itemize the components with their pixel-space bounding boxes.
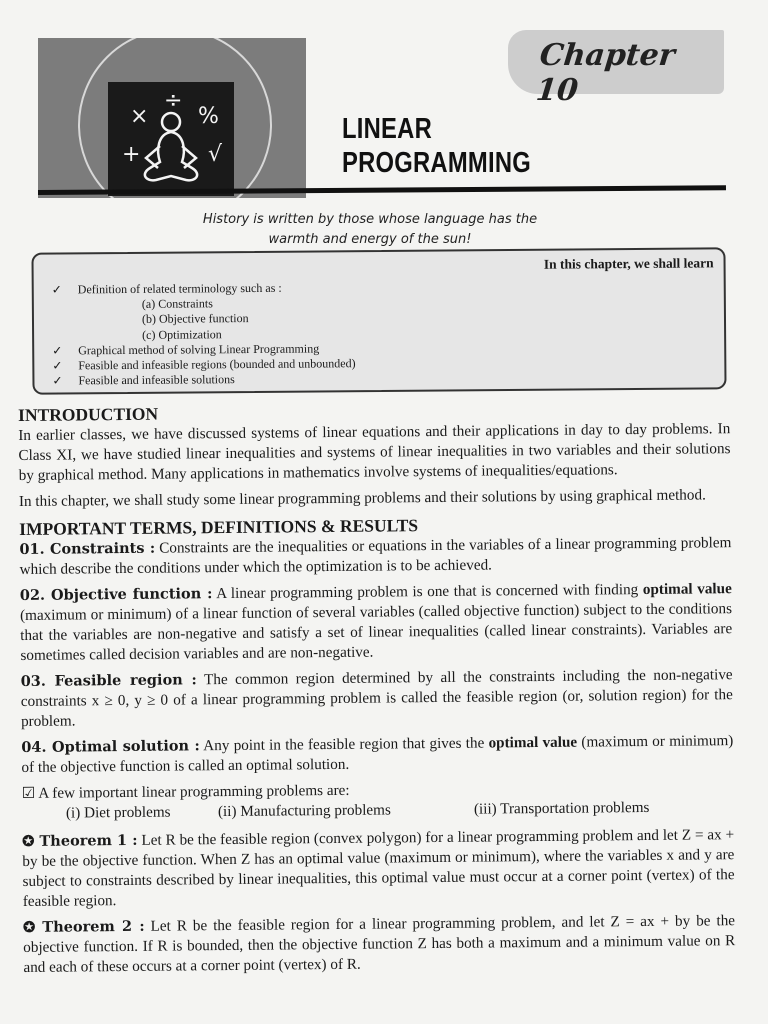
learning-item: ✓ Definition of related terminology such as : [51, 280, 282, 297]
learning-item: ✓ Feasible and infeasible solutions [52, 372, 235, 388]
chapter-title [342, 112, 531, 180]
percent-symbol: % [198, 104, 219, 129]
divide-symbol: ÷ [164, 88, 183, 113]
title-line-2: PROGRAMMING [342, 147, 531, 179]
definition-optimal-solution: 04. Optimal solution : Any point in the feasible region that gives the optimal value (maximum or minimum) of the objective function is called an optimal solution. [21, 732, 734, 776]
chapter-tab [508, 30, 724, 108]
title-line-1: LINEAR [342, 113, 432, 145]
learning-item: ✓ Graphical method of solving Linear Programming [52, 341, 320, 358]
learning-subitem: (c) Optimization [142, 326, 222, 342]
learning-subitem: (a) Constraints [141, 296, 213, 312]
problem-type: (i) Diet problems [65, 803, 171, 822]
problems-intro: ☑ A few important linear programming problems are: [21, 781, 350, 802]
learning-item: ✓ Feasible and infeasible regions (bounded and unbounded) [52, 356, 356, 373]
check-icon: ✓ [52, 343, 63, 358]
root-symbol: √ [208, 142, 223, 167]
check-icon: ✓ [52, 358, 63, 373]
learning-box-heading: In this chapter, we shall learn [543, 255, 714, 272]
learning-subitem: (b) Objective function [141, 311, 249, 327]
introduction-para-1: In earlier classes, we have discussed systems of linear equations and their applications in day to day problems. In Class XI, we have studied linear inequalities and systems of linear inequalities in two variables and their solutions by graphical method. Many applications in mathematics involve systems of inequalities/equations. [18, 420, 731, 484]
quote-line-1: History is written by those whose language has the [202, 212, 538, 227]
check-icon: ✓ [52, 373, 63, 388]
learning-list [48, 280, 356, 389]
terms-heading: IMPORTANT TERMS, DEFINITIONS & RESULTS [19, 515, 419, 539]
theorem-1: ✪ Theorem 1 : Let R be the feasible region (convex polygon) for a linear programming problem and let Z = ax + by be the objective function. When Z has an optimal value (maximum or minimum), where the variables x and y are subject to constraints described by linear inequalities, this optimal value must occur at a corner point (vertex) of the feasible region. [22, 826, 735, 910]
multiply-symbol: × [130, 104, 149, 129]
chapter-quote [150, 210, 590, 250]
introduction-heading: INTRODUCTION [18, 403, 159, 425]
chapter-body [18, 397, 736, 984]
definition-constraints: 01. Constraints : Constraints are the inequalities or equations in the variables of a linear programming problem which describe the conditions under which the optimization is to be achieved. [19, 534, 732, 578]
introduction-para-2: In this chapter, we shall study some linear programming problems and their solutions by using graphical method. [18, 486, 706, 510]
chapter-label: Chapter 10 [534, 38, 677, 108]
chapter-header-image [38, 38, 306, 198]
plus-symbol: + [122, 142, 141, 167]
quote-line-2: warmth and energy of the sun! [268, 232, 472, 247]
definition-objective-function: 02. Objective function : A linear programming problem is one that is concerned with finding optimal value (maximum or minimum) of a linear function of several variables (called objective function) subject to the conditions that the variables are non-negative and satisfy a set of linear inequalities (called linear constraints). Variables are sometimes called decision variables and are non-negative. [19, 580, 733, 664]
meditating-figure-icon [136, 110, 206, 194]
definition-feasible-region: 03. Feasible region : The common region determined by all the constraints including the non-negative constraints x ≥ 0, y ≥ 0 of a linear programming problem is called the feasible region (or, solution region) for the problem. [20, 666, 733, 730]
problem-type: (iii) Transportation problems [473, 798, 650, 818]
check-icon: ✓ [51, 282, 62, 297]
theorem-2: ✪ Theorem 2 : Let R be the feasible region for a linear programming problem, and let Z = ax + by be the objective function. If R is bounded, then the objective function Z has both a maximum and a minimum value on R and each of these occurs at a corner point (vertex) of R. [22, 912, 736, 976]
problem-type: (ii) Manufacturing problems [217, 801, 391, 821]
learning-objectives-box [31, 247, 726, 394]
